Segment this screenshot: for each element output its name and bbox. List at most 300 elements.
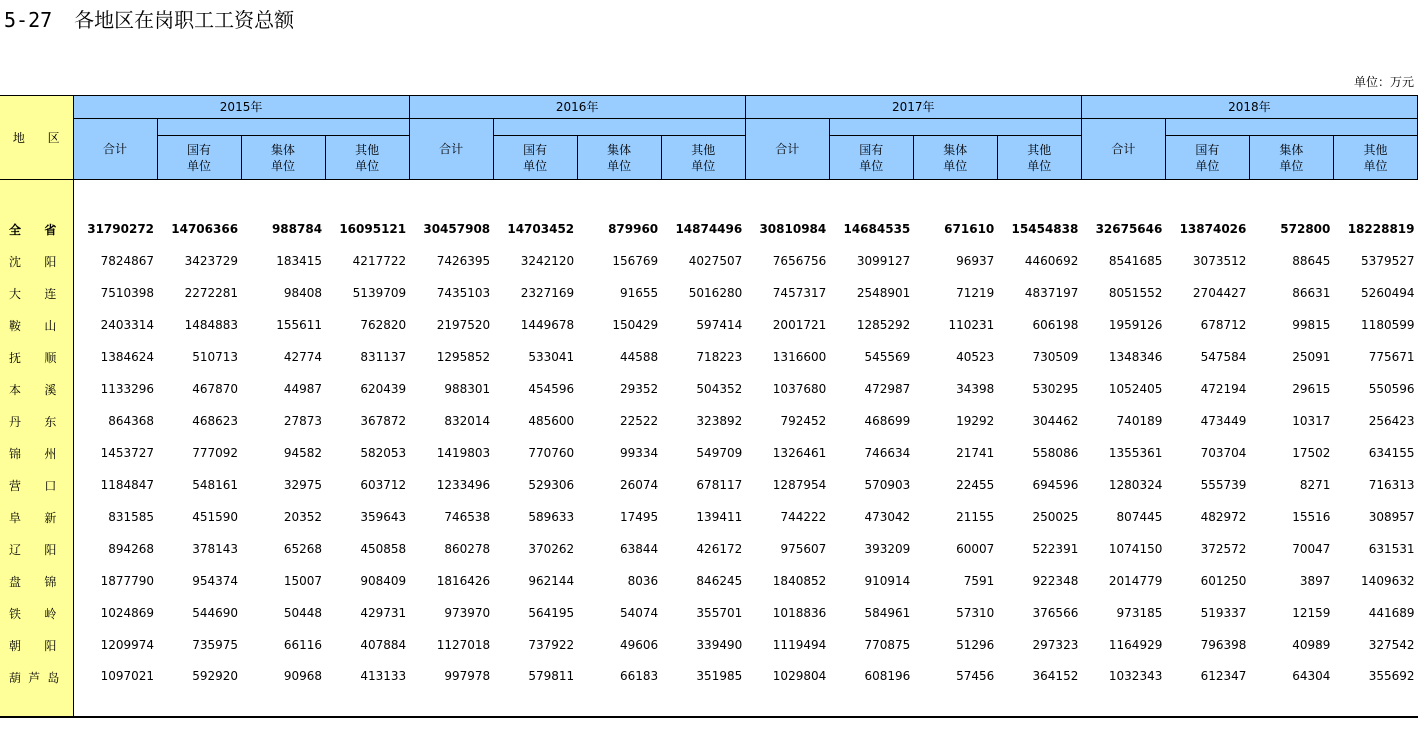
value-cell: 50448: [283, 606, 323, 620]
value-cell: 1453727: [100, 446, 155, 460]
value-cell: 25091: [1292, 350, 1331, 364]
value-cell: 34398: [956, 382, 995, 396]
value-cell: 17495: [619, 510, 659, 524]
value-cell: 256423: [1368, 414, 1415, 428]
value-cell: 467870: [192, 382, 239, 396]
value-cell: 1449678: [520, 318, 575, 332]
region-cell: 全省: [0, 213, 73, 245]
value-cell: 894268: [108, 542, 155, 556]
value-cell: 547584: [1200, 350, 1247, 364]
value-cell: 454596: [528, 382, 575, 396]
value-cell: 910914: [864, 574, 911, 588]
value-cell: 973185: [1116, 606, 1163, 620]
value-cell: 703704: [1200, 446, 1247, 460]
table-row: [0, 469, 1418, 501]
value-cell: 3073512: [1192, 254, 1247, 268]
value-cell: 612347: [1200, 669, 1247, 683]
value-cell: 1840852: [772, 574, 827, 588]
sub-column-header: [1165, 136, 1249, 180]
value-cell: 71219: [956, 286, 995, 300]
value-cell: 66116: [283, 638, 323, 652]
value-cell: 32975: [283, 478, 323, 492]
sub-header-line2: 单位: [271, 158, 296, 173]
value-cell: 762820: [360, 318, 407, 332]
value-cell: 740189: [1116, 414, 1163, 428]
value-cell: 155611: [276, 318, 323, 332]
value-cell: 8051552: [1108, 286, 1163, 300]
table-row: [0, 501, 1418, 533]
value-cell: 42774: [283, 350, 323, 364]
value-cell: 744222: [780, 510, 827, 524]
value-cell: 592920: [192, 669, 239, 683]
region-cell: 本溪: [0, 373, 73, 405]
value-cell: 1032343: [1108, 669, 1163, 683]
sub-header-line1: 国有: [1195, 142, 1220, 157]
value-cell: 1355361: [1108, 446, 1163, 460]
value-cell: 1209974: [100, 638, 155, 652]
value-cell: 156769: [612, 254, 659, 268]
value-cell: 472194: [1200, 382, 1247, 396]
value-cell: 372572: [1200, 542, 1247, 556]
value-cell: 634155: [1368, 446, 1415, 460]
value-cell: 2704427: [1192, 286, 1247, 300]
value-cell: 544690: [192, 606, 239, 620]
value-cell: 96937: [956, 254, 995, 268]
value-cell: 8036: [627, 574, 659, 588]
value-cell: 860278: [444, 542, 491, 556]
value-cell: 17502: [1292, 446, 1331, 460]
value-cell: 472987: [864, 382, 911, 396]
value-cell: 718223: [696, 350, 743, 364]
value-cell: 832014: [444, 414, 491, 428]
sub-header-line1: 集体: [271, 142, 296, 157]
value-cell: 1326461: [772, 446, 827, 460]
value-cell: 1816426: [436, 574, 491, 588]
header-spacer: [829, 119, 1081, 136]
sub-column-header: [1249, 136, 1333, 180]
value-cell: 327542: [1368, 638, 1415, 652]
value-cell: 5260494: [1361, 286, 1415, 300]
sub-header-line2: 单位: [1363, 158, 1388, 173]
sub-header-line2: 单位: [691, 158, 716, 173]
value-cell: 29352: [619, 382, 659, 396]
value-cell: 27873: [283, 414, 323, 428]
value-cell: 864368: [108, 414, 155, 428]
value-cell: 1024869: [100, 606, 155, 620]
value-cell: 4027507: [688, 254, 743, 268]
table-code: 5-27: [4, 8, 53, 32]
sub-header-line2: 单位: [187, 158, 212, 173]
value-cell: 504352: [696, 382, 743, 396]
table-row: [0, 373, 1418, 405]
year-header: 2017年: [745, 96, 1081, 119]
year-header: 2018年: [1081, 96, 1417, 119]
value-cell: 7426395: [436, 254, 491, 268]
region-cell: 阜新: [0, 501, 73, 533]
value-cell: 339490: [696, 638, 743, 652]
value-cell: 1484883: [184, 318, 239, 332]
value-cell: 746538: [444, 510, 491, 524]
value-cell: 555739: [1200, 478, 1247, 492]
value-cell: 64304: [1292, 669, 1331, 683]
value-cell: 1184847: [100, 478, 155, 492]
value-cell: 364152: [1032, 669, 1079, 683]
sub-header-line2: 单位: [1279, 158, 1304, 173]
total-column-header: 合计: [745, 119, 829, 180]
value-cell: 21155: [956, 510, 995, 524]
value-cell: 30457908: [423, 222, 491, 236]
value-cell: 468623: [192, 414, 239, 428]
table-row: [0, 661, 1418, 717]
sub-header-line2: 单位: [1027, 158, 1052, 173]
value-cell: 60007: [956, 542, 995, 556]
value-cell: 183415: [276, 254, 323, 268]
value-cell: 1295852: [436, 350, 491, 364]
value-cell: 777092: [192, 446, 239, 460]
value-cell: 88645: [1292, 254, 1331, 268]
value-cell: 954374: [192, 574, 239, 588]
value-cell: 40523: [956, 350, 995, 364]
value-cell: 735975: [192, 638, 239, 652]
value-cell: 694596: [1032, 478, 1079, 492]
value-cell: 737922: [528, 638, 575, 652]
value-cell: 16095121: [339, 222, 407, 236]
value-cell: 44588: [619, 350, 659, 364]
region-cell: 盘锦: [0, 565, 73, 597]
value-cell: 14874496: [675, 222, 743, 236]
value-cell: 606198: [1032, 318, 1079, 332]
value-cell: 7591: [963, 574, 995, 588]
value-cell: 1164929: [1108, 638, 1163, 652]
value-cell: 678712: [1200, 318, 1247, 332]
value-cell: 7824867: [100, 254, 155, 268]
value-cell: 426172: [696, 542, 743, 556]
region-cell: 锦州: [0, 437, 73, 469]
value-cell: 603712: [360, 478, 407, 492]
value-cell: 564195: [528, 606, 575, 620]
sub-header-line1: 国有: [187, 142, 212, 157]
value-cell: 21741: [956, 446, 995, 460]
value-cell: 12159: [1292, 606, 1331, 620]
value-cell: 775671: [1368, 350, 1415, 364]
region-cell: 鞍山: [0, 309, 73, 341]
region-cell: 大连: [0, 277, 73, 309]
value-cell: 770875: [864, 638, 911, 652]
value-cell: 110231: [948, 318, 995, 332]
value-cell: 570903: [864, 478, 911, 492]
value-cell: 22522: [619, 414, 659, 428]
value-cell: 973970: [444, 606, 491, 620]
value-cell: 3897: [1299, 574, 1331, 588]
value-cell: 86631: [1292, 286, 1331, 300]
value-cell: 770760: [528, 446, 575, 460]
value-cell: 2014779: [1108, 574, 1163, 588]
value-cell: 370262: [528, 542, 575, 556]
value-cell: 407884: [360, 638, 407, 652]
value-cell: 8271: [1299, 478, 1331, 492]
value-cell: 297323: [1032, 638, 1079, 652]
table-row: [0, 341, 1418, 373]
value-cell: 20352: [283, 510, 323, 524]
value-cell: 250025: [1032, 510, 1079, 524]
value-cell: 831585: [108, 510, 155, 524]
value-cell: 608196: [864, 669, 911, 683]
total-column-header: 合计: [73, 119, 157, 180]
value-cell: 2001721: [772, 318, 827, 332]
value-cell: 441689: [1368, 606, 1415, 620]
value-cell: 558086: [1032, 446, 1079, 460]
value-cell: 716313: [1368, 478, 1415, 492]
value-cell: 1097021: [100, 669, 155, 683]
table-row: [0, 565, 1418, 597]
value-cell: 18228819: [1347, 222, 1415, 236]
sub-header-line1: 集体: [943, 142, 968, 157]
sub-header-line2: 单位: [1195, 158, 1220, 173]
value-cell: 975607: [780, 542, 827, 556]
value-cell: 1233496: [436, 478, 491, 492]
table-header: [0, 96, 1418, 180]
sub-header-line1: 国有: [859, 142, 884, 157]
value-cell: 15454838: [1011, 222, 1079, 236]
value-cell: 1316600: [772, 350, 827, 364]
value-cell: 529306: [528, 478, 575, 492]
value-cell: 450858: [360, 542, 407, 556]
value-cell: 988784: [271, 222, 323, 236]
value-cell: 4217722: [352, 254, 407, 268]
table-row: [0, 245, 1418, 277]
year-header: 2016年: [409, 96, 745, 119]
value-cell: 90968: [283, 669, 323, 683]
value-cell: 550596: [1368, 382, 1415, 396]
value-cell: 1074150: [1108, 542, 1163, 556]
value-cell: 2548901: [856, 286, 911, 300]
value-cell: 1384624: [100, 350, 155, 364]
value-cell: 1285292: [856, 318, 911, 332]
value-cell: 846245: [696, 574, 743, 588]
value-cell: 530295: [1032, 382, 1079, 396]
value-cell: 1029804: [772, 669, 827, 683]
sub-column-header: [661, 136, 745, 180]
table-body: [0, 180, 1418, 718]
sub-column-header: [829, 136, 913, 180]
sub-column-header: [241, 136, 325, 180]
value-cell: 796398: [1200, 638, 1247, 652]
sub-header-line2: 单位: [943, 158, 968, 173]
value-cell: 57456: [956, 669, 995, 683]
value-cell: 98408: [283, 286, 323, 300]
sub-header-line1: 其他: [1027, 142, 1052, 157]
header-spacer: [1165, 119, 1417, 136]
value-cell: 3099127: [856, 254, 911, 268]
table-row: [0, 533, 1418, 565]
value-cell: 30810984: [759, 222, 827, 236]
value-cell: 807445: [1116, 510, 1163, 524]
header-spacer: [157, 119, 409, 136]
value-cell: 49606: [619, 638, 659, 652]
value-cell: 485600: [528, 414, 575, 428]
value-cell: 10317: [1292, 414, 1331, 428]
sub-column-header: [157, 136, 241, 180]
value-cell: 4460692: [1024, 254, 1079, 268]
value-cell: 14703452: [507, 222, 575, 236]
table-row: [0, 405, 1418, 437]
value-cell: 1287954: [772, 478, 827, 492]
value-cell: 7510398: [100, 286, 155, 300]
value-cell: 1409632: [1361, 574, 1415, 588]
table-title: 各地区在岗职工工资总额: [74, 8, 295, 32]
value-cell: 26074: [619, 478, 659, 492]
sub-header-line1: 国有: [523, 142, 548, 157]
total-column-header: 合计: [409, 119, 493, 180]
value-cell: 746634: [864, 446, 911, 460]
value-cell: 1127018: [436, 638, 491, 652]
value-cell: 2327169: [520, 286, 575, 300]
value-cell: 5379527: [1361, 254, 1415, 268]
value-cell: 19292: [956, 414, 995, 428]
value-cell: 549709: [696, 446, 743, 460]
value-cell: 582053: [360, 446, 407, 460]
value-cell: 54074: [619, 606, 659, 620]
value-cell: 8541685: [1108, 254, 1163, 268]
value-cell: 5139709: [352, 286, 407, 300]
value-cell: 545569: [864, 350, 911, 364]
value-cell: 367872: [360, 414, 407, 428]
value-cell: 355701: [696, 606, 743, 620]
value-cell: 579811: [528, 669, 575, 683]
value-cell: 323892: [696, 414, 743, 428]
value-cell: 7435103: [436, 286, 491, 300]
table-row: [0, 629, 1418, 661]
page-title: [4, 4, 294, 33]
value-cell: 533041: [528, 350, 575, 364]
unit-label: 单位：万元: [1353, 75, 1414, 89]
value-cell: 29615: [1292, 382, 1331, 396]
value-cell: 70047: [1292, 542, 1331, 556]
value-cell: 32675646: [1095, 222, 1163, 236]
value-cell: 139411: [696, 510, 743, 524]
region-cell: 铁岭: [0, 597, 73, 629]
value-cell: 1119494: [772, 638, 827, 652]
value-cell: 908409: [360, 574, 407, 588]
sub-column-header: [1333, 136, 1417, 180]
value-cell: 31790272: [87, 222, 155, 236]
table-row: [0, 597, 1418, 629]
year-header: 2015年: [73, 96, 409, 119]
value-cell: 482972: [1200, 510, 1247, 524]
value-cell: 15516: [1292, 510, 1331, 524]
value-cell: 473042: [864, 510, 911, 524]
wage-table: [0, 95, 1418, 718]
value-cell: 13874026: [1179, 222, 1247, 236]
value-cell: 308957: [1368, 510, 1415, 524]
value-cell: 1280324: [1108, 478, 1163, 492]
value-cell: 519337: [1200, 606, 1247, 620]
value-cell: 65268: [283, 542, 323, 556]
total-column-header: 合计: [1081, 119, 1165, 180]
region-cell: 辽阳: [0, 533, 73, 565]
value-cell: 351985: [696, 669, 743, 683]
header-spacer: [493, 119, 745, 136]
value-cell: 51296: [956, 638, 995, 652]
sub-header-line2: 单位: [859, 158, 884, 173]
value-cell: 3242120: [520, 254, 575, 268]
value-cell: 94582: [283, 446, 323, 460]
value-cell: 429731: [360, 606, 407, 620]
value-cell: 473449: [1200, 414, 1247, 428]
sub-header-line2: 单位: [523, 158, 548, 173]
value-cell: 5016280: [688, 286, 743, 300]
region-cell: 营口: [0, 469, 73, 501]
value-cell: 1133296: [100, 382, 155, 396]
value-cell: 584961: [864, 606, 911, 620]
value-cell: 671610: [944, 222, 995, 236]
value-cell: 63844: [619, 542, 659, 556]
value-cell: 879960: [608, 222, 659, 236]
value-cell: 1180599: [1361, 318, 1415, 332]
sub-column-header: [997, 136, 1081, 180]
value-cell: 4837197: [1024, 286, 1079, 300]
value-cell: 15007: [283, 574, 323, 588]
value-cell: 589633: [528, 510, 575, 524]
value-cell: 150429: [612, 318, 659, 332]
sub-header-line1: 集体: [1279, 142, 1304, 157]
value-cell: 40989: [1292, 638, 1331, 652]
table-row: [0, 309, 1418, 341]
sub-header-line1: 其他: [355, 142, 380, 157]
sub-header-line2: 单位: [607, 158, 632, 173]
region-column-header: 地区: [0, 96, 73, 180]
region-cell: 朝阳: [0, 629, 73, 661]
value-cell: 393209: [864, 542, 911, 556]
value-cell: 14684535: [843, 222, 911, 236]
value-cell: 510713: [192, 350, 239, 364]
value-cell: 468699: [864, 414, 911, 428]
value-cell: 1419803: [436, 446, 491, 460]
value-cell: 678117: [696, 478, 743, 492]
sub-column-header: [325, 136, 409, 180]
value-cell: 7656756: [772, 254, 827, 268]
value-cell: 620439: [360, 382, 407, 396]
value-cell: 997978: [444, 669, 491, 683]
spacer-row: [0, 180, 1418, 214]
sub-header-line1: 其他: [1363, 142, 1388, 157]
sub-header-line1: 其他: [691, 142, 716, 157]
value-cell: 1877790: [100, 574, 155, 588]
region-cell: 丹东: [0, 405, 73, 437]
value-cell: 376566: [1032, 606, 1079, 620]
value-cell: 601250: [1200, 574, 1247, 588]
value-cell: 1037680: [772, 382, 827, 396]
table-row: [0, 277, 1418, 309]
table-row: [0, 213, 1418, 245]
value-cell: 522391: [1032, 542, 1079, 556]
value-cell: 378143: [192, 542, 239, 556]
region-cell: 抚顺: [0, 341, 73, 373]
value-cell: 1959126: [1108, 318, 1163, 332]
value-cell: 99334: [619, 446, 659, 460]
value-cell: 922348: [1032, 574, 1079, 588]
value-cell: 730509: [1032, 350, 1079, 364]
region-cell: 葫芦岛: [0, 661, 73, 717]
value-cell: 1018836: [772, 606, 827, 620]
table-row: [0, 437, 1418, 469]
region-cell: 沈阳: [0, 245, 73, 277]
value-cell: 44987: [283, 382, 323, 396]
sub-header-line2: 单位: [355, 158, 380, 173]
value-cell: 792452: [780, 414, 827, 428]
value-cell: 7457317: [772, 286, 827, 300]
value-cell: 451590: [192, 510, 239, 524]
